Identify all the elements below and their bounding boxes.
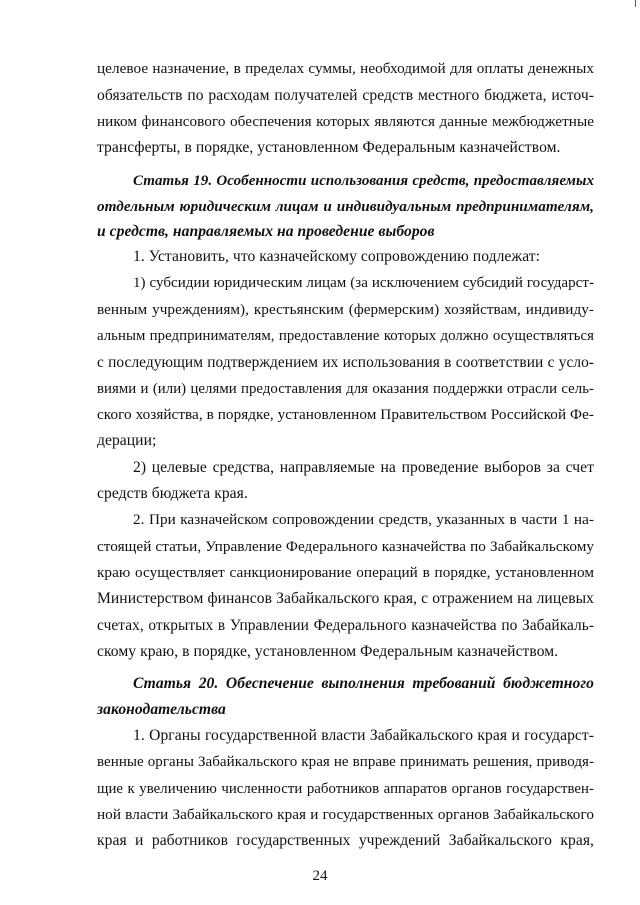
article-19-heading: Статья 19. Особенности использования средств, предоставляемых <box>133 173 594 189</box>
text-line: виями и (или) целями предоставления для оказания поддержки отрасли сель- <box>97 381 594 397</box>
text-line: целевое назначение, в пределах суммы, необходимой для оплаты денежных <box>97 60 594 77</box>
text-line: 2. При казначейском сопровождении средств, указанных в части 1 на- <box>133 511 594 528</box>
text-line: средств бюджета края. <box>97 485 248 502</box>
text-line: 1) субсидии юридическим лицам (за исключением субсидий государст- <box>133 275 594 291</box>
text-line: края и работников государственных учреждений Забайкальского края, <box>97 832 594 849</box>
text-line: скому краю, в порядке, установленном Федеральным казначейством. <box>97 643 559 660</box>
text-line: Министерством финансов Забайкальского края, с отражением на лицевых <box>97 590 594 607</box>
text-line: 1. Установить, что казначейскому сопровождению подлежат: <box>133 248 541 265</box>
text-line: счетах, открытых в Управлении Федерального казначейства по Забайкаль- <box>97 617 594 634</box>
text-line: краю осуществляет санкционирование операций в порядке, установленном <box>97 564 594 581</box>
text-line: стоящей статьи, Управление Федерального казначейства по Забайкальскому <box>97 538 594 555</box>
text-line: ского хозяйства, в порядке, установленном Правительством Российской Фе- <box>97 406 594 423</box>
text-line: альным предпринимателям, предоставление которых должно осуществляться <box>97 328 594 344</box>
text-line: венным учреждениям), крестьянским (фермерским) хозяйствам, индивиду- <box>97 301 594 318</box>
text-line: трансферты, в порядке, установленном Федеральным казначейством. <box>97 139 561 156</box>
article-20-heading: законодательства <box>97 701 226 718</box>
text-line: 1. Органы государственной власти Забайкальского края и государст- <box>133 727 594 744</box>
text-line: 2) целевые средства, направляемые на проведение выборов за счет <box>133 459 594 476</box>
text-line: ником финансового обеспечения которых являются данные межбюджетные <box>97 113 594 130</box>
text-line: щие к увеличению численности работников аппаратов органов государствен- <box>97 781 594 797</box>
article-20-heading: Статья 20. Обеспечение выполнения требований бюджетного <box>133 675 594 692</box>
text-line: обязательств по расходам получателей средств местного бюджета, источ- <box>97 87 594 104</box>
scan-edge-mark <box>635 0 636 7</box>
article-19-heading: отдельным юридическим лицам и индивидуальным предпринимателям, <box>97 198 594 215</box>
text-line: венные органы Забайкальского края не вправе принимать решения, приводя- <box>97 754 594 770</box>
text-line: дерации; <box>97 432 157 449</box>
page-number: 24 <box>312 868 328 884</box>
text-line: с последующим подтверждением их использования в соответствии с усло- <box>97 354 594 371</box>
text-line: ной власти Забайкальского края и государственных органов Забайкальского <box>97 806 594 823</box>
article-19-heading: и средств, направляемых на проведение выборов <box>97 223 435 240</box>
